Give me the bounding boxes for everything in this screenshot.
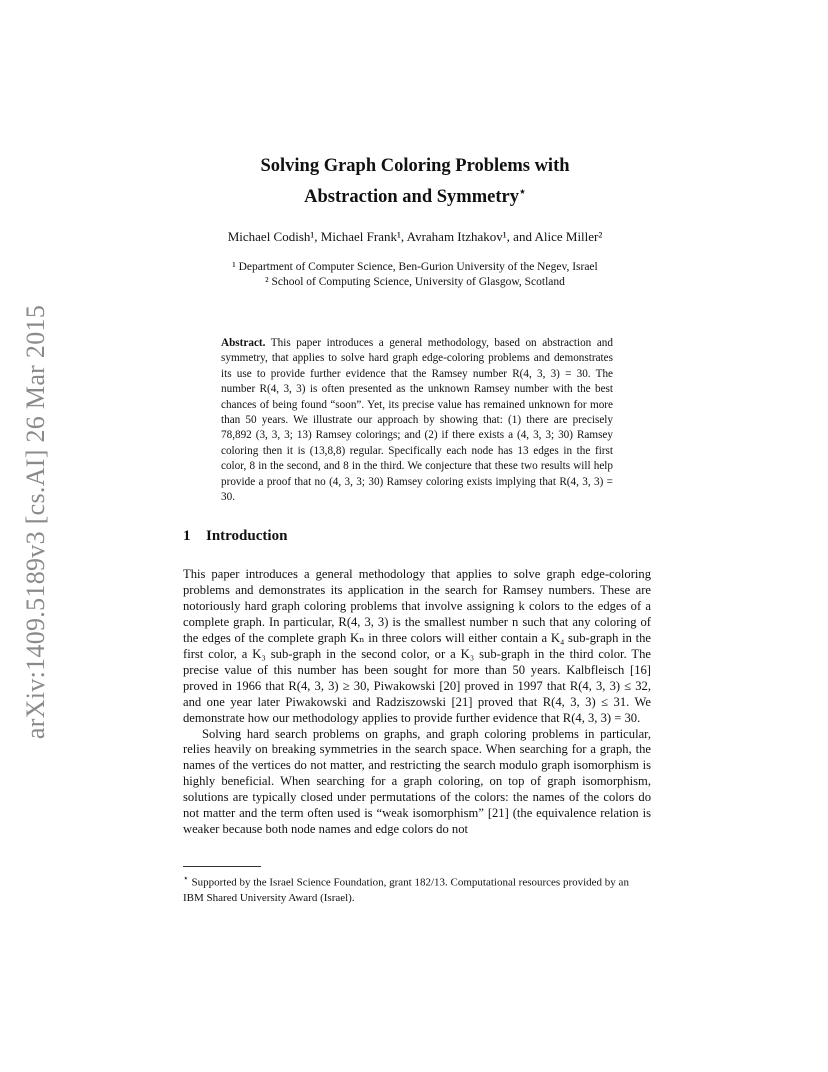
footnote-text: Supported by the Israel Science Foundation, grant 182/13. Computational resources provided by an IBM Shared University Award (Israel). [183,876,629,904]
abstract-text: This paper introduces a general methodology, based on abstraction and symmetry, that applies to solve hard graph edge-coloring problems and demonstrates its use to provide further evidence that the Ramsey number R(4, 3, 3) = 30. The number R(4, 3, 3) is often presented as the unknown Ramsey number with the best chances of being found “soon”. Yet, its precise value has remained unknown for more than 50 years. We illustrate our approach by showing that: (1) there are precisely 78,892 (3, 3, 3; 13) Ramsey colorings; and (2) if there exists a (4, 3, 3; 30) Ramsey coloring then it is (13,8,8) regular. Specifically each node has 13 edges in the first color, 8 in the second, and 8 in the third. We conjecture that these two results will help provide a proof that no (4, 3, 3; 30) Ramsey coloring exists implying that R(4, 3, 3) = 30. [221,337,613,504]
arxiv-identifier: arXiv:1409.5189v3 [cs.AI] 26 Mar 2015 [21,304,50,740]
footnote-rule [183,866,261,867]
paragraph: This paper introduces a general methodology that applies to solve graph edge-coloring problems and demonstrates its application in the search for Ramsey numbers. These are notoriously hard graph coloring problems that involve assigning k colors to the edges of a complete graph. In particular, R(4, 3, 3) is the smallest number n such that any coloring of the edges of the complete graph Kₙ in three colors will either contain a K₄ sub-graph in the first color, a K₃ sub-graph in the second color, or a K₃ sub-graph in the third color. The precise value of this number has been sought for more than 50 years. Kalbfleisch [16] proved in 1966 that R(4, 3, 3) ≥ 30, Piwakowski [20] proved in 1997 that R(4, 3, 3) ≤ 32, and one year later Piwakowski and Radziszowski [21] proved that R(4, 3, 3) ≤ 31. We demonstrate how our methodology applies to provide further evidence that R(4, 3, 3) = 30. [183,567,651,725]
section-title: Introduction [206,528,288,544]
affiliations [160,260,670,290]
paper-title [160,153,670,210]
affiliation-1: ¹ Department of Computer Science, Ben-Gurion University of the Negev, Israel [232,261,598,273]
author-list: Michael Codish¹, Michael Frank¹, Avraham Itzhakov¹, and Alice Miller² [227,229,603,244]
arxiv-identifier-sidebar [22,297,50,747]
title-line-2: Abstraction and Symmetry⋆ [304,186,526,208]
affiliation-2: ² School of Computing Science, University of Glasgow, Scotland [265,276,565,288]
section-heading [183,528,287,545]
abstract [221,336,613,505]
footnote-mark: ⋆ [183,873,189,883]
title-line-1: Solving Graph Coloring Problems with [260,156,570,176]
title-footnote-mark: ⋆ [518,186,526,198]
abstract-label: Abstract. [221,337,266,349]
paragraph: Solving hard search problems on graphs, and graph coloring problems in particular, relies heavily on breaking symmetries in the search space. When searching for a graph, the names of the vertices do not matter, and restricting the search modulo graph isomorphism is highly beneficial. When searching for a graph coloring, on top of graph isomorphism, solutions are typically closed under permutations of the colors: the names of the colors do not matter and the term often used is “weak isomorphism” [21] (the equivalence relation is weaker because both node names and edge colors do not [183,726,651,837]
section-number: 1 [183,528,191,544]
footnote [183,871,651,906]
body-text [183,567,651,838]
